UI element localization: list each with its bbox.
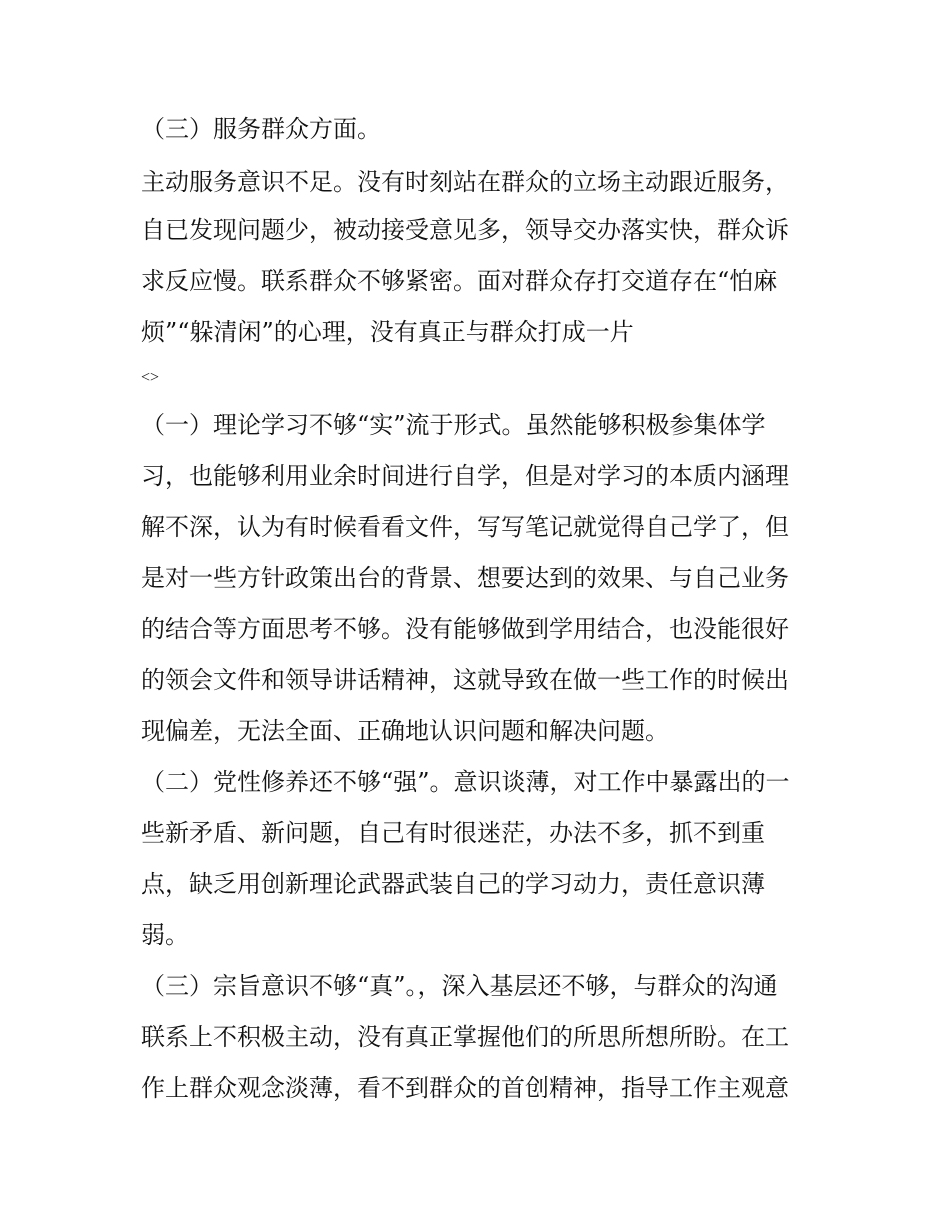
heading-service: （三）服务群众方面。 <box>141 115 381 143</box>
paragraph-line: 自已发现问题少，被动接受意见多，领导交办落实快，群众诉 <box>141 216 789 244</box>
paragraph-line: 解不深，认为有时候看看文件，写写笔记就觉得自己学了，但 <box>141 513 789 541</box>
paragraph-line: 主动服务意识不足。没有时刻站在群众的立场主动跟近服务， <box>141 168 789 196</box>
paragraph-line: 点，缺乏用创新理论武器武装自己的学习动力，责任意识薄 <box>141 870 765 898</box>
heading-party: （二）党性修养还不够“强”。意识谈薄，对工作中暴露出的一 <box>141 768 790 796</box>
paragraph-line: 弱。 <box>141 921 189 949</box>
paragraph-line: 作上群众观念淡薄，看不到群众的首创精神，指导工作主观意 <box>141 1074 789 1102</box>
paragraph-line: 求反应慢。联系群众不够紧密。面对群众存打交道存在“怕麻 <box>141 267 778 295</box>
paragraph-line: 是对一些方针政策出台的背景、想要达到的效果、与自己业务 <box>141 564 789 592</box>
section-marker: <> <box>141 369 160 386</box>
heading-purpose: （三）宗旨意识不够“真”。，深入基层还不够，与群众的沟通 <box>141 972 778 1000</box>
paragraph-line: 联系上不积极主动，没有真正掌握他们的所思所想所盼。在工 <box>141 1023 789 1051</box>
paragraph-line: 些新矛盾、新问题，自己有时很迷茫，办法不多，抓不到重 <box>141 819 765 847</box>
paragraph-line: 烦”“躲清闲”的心理，没有真正与群众打成一片 <box>141 318 634 346</box>
paragraph-line: 现偏差，无法全面、正确地认识问题和解决问题。 <box>141 717 669 745</box>
paragraph-line: 的领会文件和领导讲话精神，这就导致在做一些工作的时候出 <box>141 666 789 694</box>
paragraph-line: 习，也能够利用业余时间进行自学，但是对学习的本质内涵理 <box>141 462 789 490</box>
paragraph-line: 的结合等方面思考不够。没有能够做到学用结合，也没能很好 <box>141 615 789 643</box>
heading-theory: （一）理论学习不够“实”流于形式。虽然能够积极参集体学 <box>141 411 766 439</box>
